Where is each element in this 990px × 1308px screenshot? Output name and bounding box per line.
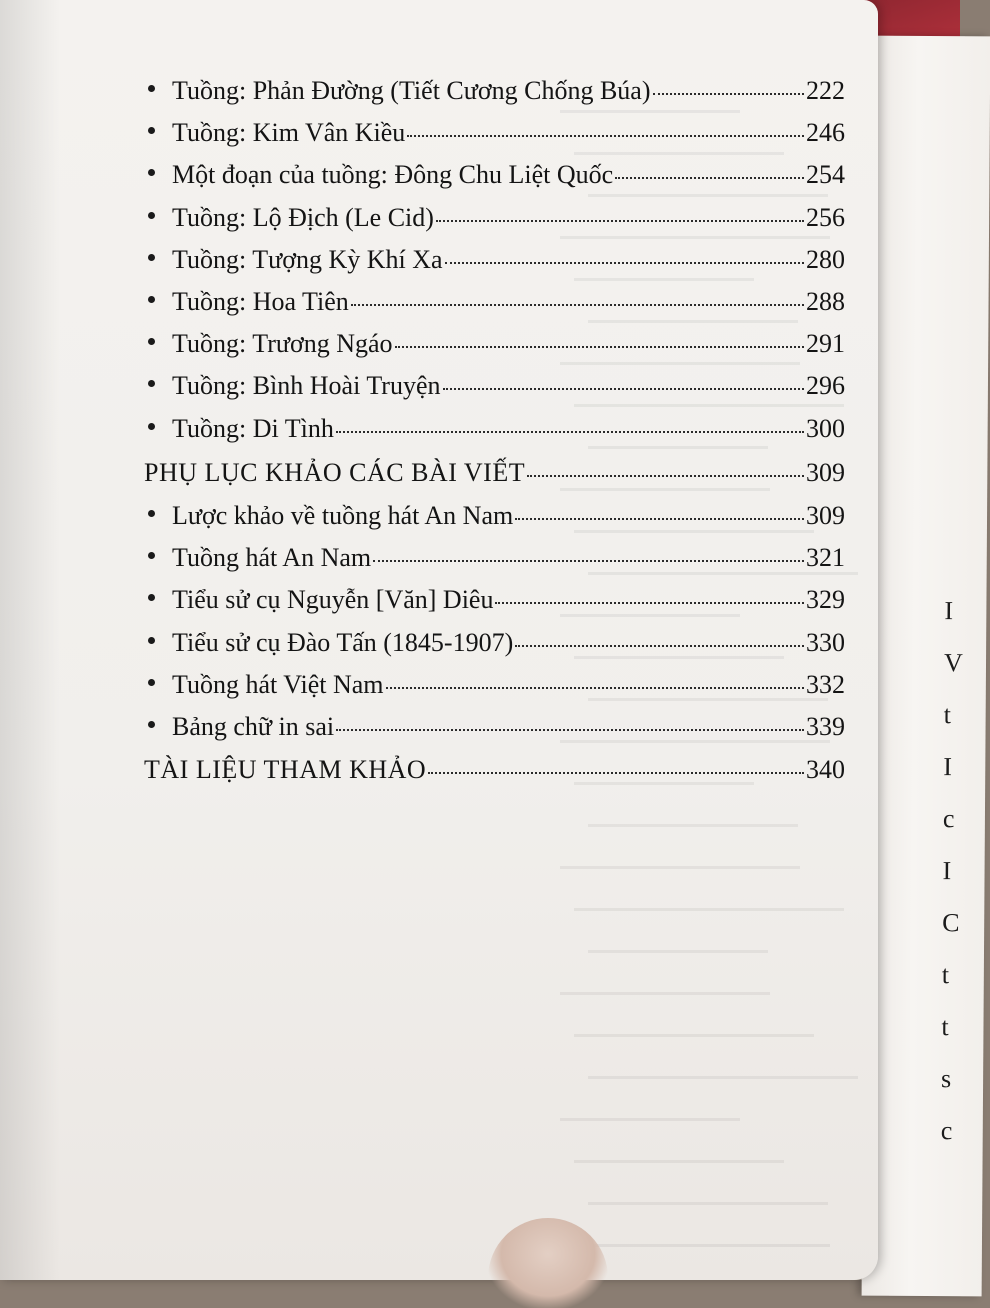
bullet-icon xyxy=(148,510,155,517)
toc-entry-title: Tuồng: Tượng Kỳ Khí Xa xyxy=(172,245,443,274)
dot-leader xyxy=(395,346,804,348)
facing-page-letter: s xyxy=(941,1064,952,1094)
toc-entry-title: Tuồng: Hoa Tiên xyxy=(172,287,349,316)
toc-entry xyxy=(148,712,845,742)
facing-page xyxy=(862,36,990,1297)
toc-entry-title: Tuồng hát An Nam xyxy=(172,543,372,572)
bullet-icon xyxy=(148,594,155,601)
facing-page-letter: t xyxy=(943,700,951,730)
toc-entry-page: 309 xyxy=(806,458,845,487)
bullet-icon xyxy=(148,423,155,430)
toc-entry xyxy=(148,371,845,401)
toc-section-heading xyxy=(144,458,845,488)
toc-entry-page: 256 xyxy=(806,203,845,232)
facing-page-letter: c xyxy=(942,804,955,834)
toc-entry xyxy=(148,329,845,359)
toc-entry-title: Tuồng: Lộ Địch (Le Cid) xyxy=(172,203,434,232)
toc-entry-title: Tiểu sử cụ Nguyễn [Văn] Diêu xyxy=(172,585,494,614)
toc-entry-page: 280 xyxy=(806,245,845,274)
toc-entry-title: Lược khảo về tuồng hát An Nam xyxy=(172,501,514,530)
toc-entry xyxy=(148,670,845,700)
facing-page-letter: t xyxy=(941,1012,949,1042)
facing-page-letter: t xyxy=(941,960,950,990)
toc-entry-title: Một đoạn của tuồng: Đông Chu Liệt Quốc xyxy=(172,160,614,189)
dot-leader xyxy=(443,388,805,390)
toc-entry-title: Tuồng: Bình Hoài Truyện xyxy=(172,371,441,400)
toc-entry xyxy=(148,245,845,275)
bullet-icon xyxy=(148,338,155,345)
toc-entry xyxy=(148,287,845,317)
toc-entry-page: 339 xyxy=(806,712,845,741)
facing-page-letter: c xyxy=(940,1116,953,1146)
toc-entry-page: 291 xyxy=(806,329,845,358)
facing-page-letter: V xyxy=(943,648,963,678)
toc-entry-page: 332 xyxy=(806,670,845,699)
dot-leader xyxy=(336,431,804,433)
toc-entry-title: TÀI LIỆU THAM KHẢO xyxy=(144,755,427,784)
toc-entry-title: Tuồng: Di Tình xyxy=(172,414,334,443)
facing-page-letter: I xyxy=(944,596,954,626)
dot-leader xyxy=(445,262,804,264)
toc-entry xyxy=(148,585,845,615)
toc-entry xyxy=(148,160,845,190)
toc-entry-page: 309 xyxy=(806,501,845,530)
dot-leader xyxy=(495,602,804,604)
toc-entry-page: 329 xyxy=(806,585,845,614)
toc-entry-title: Tuồng: Phản Đường (Tiết Cương Chống Búa) xyxy=(172,76,651,105)
toc-entry xyxy=(148,118,845,148)
toc-entry-page: 340 xyxy=(806,755,845,784)
toc-entry-page: 254 xyxy=(806,160,845,189)
dot-leader xyxy=(336,729,804,731)
toc-entry xyxy=(148,501,845,531)
dot-leader xyxy=(615,177,804,179)
dot-leader xyxy=(386,687,804,689)
bullet-icon xyxy=(148,254,155,261)
toc-entry-page: 300 xyxy=(806,414,845,443)
dot-leader xyxy=(407,135,804,137)
toc-entry xyxy=(148,543,845,573)
toc-entry xyxy=(148,76,845,106)
toc-entry-title: Bảng chữ in sai xyxy=(172,712,335,741)
toc-section-heading xyxy=(144,755,845,785)
bullet-icon xyxy=(148,127,155,134)
toc-entry-title: Tuồng: Trương Ngáo xyxy=(172,329,393,358)
dot-leader xyxy=(436,220,804,222)
dot-leader xyxy=(527,475,804,477)
dot-leader xyxy=(373,560,804,562)
toc-entry-page: 222 xyxy=(806,76,845,105)
bullet-icon xyxy=(148,85,155,92)
bullet-icon xyxy=(148,296,155,303)
toc-entry-page: 330 xyxy=(806,628,845,657)
dot-leader xyxy=(351,304,804,306)
facing-page-letter: I xyxy=(942,856,952,886)
dot-leader xyxy=(653,93,805,95)
toc-entry-title: PHỤ LỤC KHẢO CÁC BÀI VIẾT xyxy=(144,458,526,487)
dot-leader xyxy=(428,772,804,774)
dot-leader xyxy=(515,645,804,647)
toc-entry-title: Tuồng: Kim Vân Kiều xyxy=(172,118,406,147)
bullet-icon xyxy=(148,679,155,686)
toc-entry xyxy=(148,628,845,658)
facing-page-letter: I xyxy=(943,752,953,782)
toc-entry-title: Tiểu sử cụ Đào Tấn (1845-1907) xyxy=(172,628,514,657)
toc-entry-page: 246 xyxy=(806,118,845,147)
bullet-icon xyxy=(148,637,155,644)
toc-entry-page: 288 xyxy=(806,287,845,316)
bullet-icon xyxy=(148,380,155,387)
toc-entry xyxy=(148,203,845,233)
facing-page-letter: C xyxy=(942,908,960,938)
toc-entry-title: Tuồng hát Việt Nam xyxy=(172,670,384,699)
toc-entry-page: 321 xyxy=(806,543,845,572)
bullet-icon xyxy=(148,169,155,176)
bullet-icon xyxy=(148,212,155,219)
toc-entry xyxy=(148,414,845,444)
toc-entry-page: 296 xyxy=(806,371,845,400)
dot-leader xyxy=(515,518,804,520)
bullet-icon xyxy=(148,552,155,559)
bullet-icon xyxy=(148,721,155,728)
